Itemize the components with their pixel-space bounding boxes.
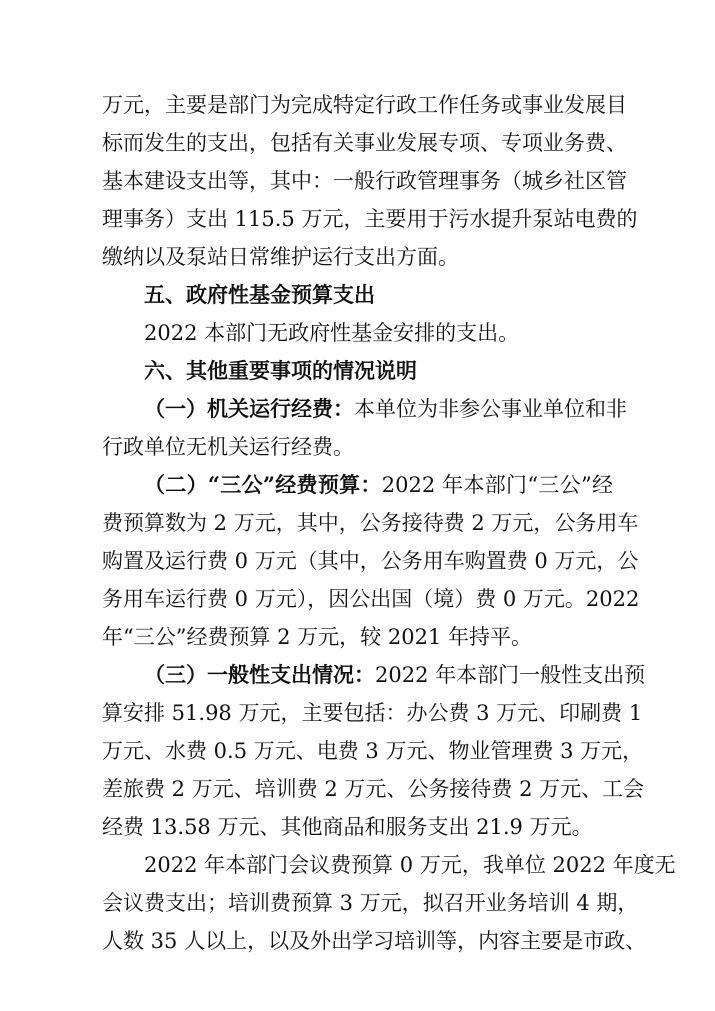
text-line: 会议费支出；培训费预算 3 万元，拟召开业务培训 4 期， <box>102 891 639 915</box>
text-line: 2022 年本部门会议费预算 0 万元，我单位 2022 年度无 <box>144 853 676 877</box>
text-line: 万元，主要是部门为完成特定行政工作任务或事业发展目 <box>102 93 627 117</box>
text-line: 行政单位无机关运行经费。 <box>102 435 354 459</box>
text-line <box>144 465 613 505</box>
text-line: 费预算数为 2 万元，其中，公务接待费 2 万元，公务用车 <box>102 511 639 535</box>
text-line: 标而发生的支出，包括有关事业发展专项、专项业务费、 <box>102 131 627 155</box>
text-span: 2022 年本部门“三公”经 <box>381 473 613 497</box>
text-line: 差旅费 2 万元、培训费 2 万元、公务接待费 2 万元、工会 <box>102 777 645 801</box>
text-line: 经费 13.58 万元、其他商品和服务支出 21.9 万元。 <box>102 815 593 839</box>
text-line: 缴纳以及泵站日常维护运行支出方面。 <box>102 245 459 269</box>
text-line: 人数 35 人以上，以及外出学习培训等，内容主要是市政、 <box>102 929 647 953</box>
section-heading: 六、其他重要事项的情况说明 <box>144 358 417 383</box>
subsection-heading: （三）一般性支出情况： <box>144 662 375 687</box>
text-line <box>144 389 627 429</box>
text-line: 理事务）支出 115.5 万元，主要用于污水提升泵站电费的 <box>102 207 638 231</box>
subsection-heading: （二）“三公”经费预算： <box>144 472 382 497</box>
text-line: 基本建设支出等，其中：一般行政管理事务（城乡社区管 <box>102 169 627 193</box>
subsection-heading: （一）机关运行经费： <box>144 396 354 421</box>
text-line: 2022 本部门无政府性基金安排的支出。 <box>144 321 520 345</box>
text-line: 算安排 51.98 万元，主要包括：办公费 3 万元、印刷费 1 <box>102 701 643 725</box>
text-line: 务用车运行费 0 万元），因公出国（境）费 0 万元。2022 <box>102 587 640 611</box>
text-line: 年“三公”经费预算 2 万元，较 2021 年持平。 <box>102 625 532 649</box>
text-span: 2022 年本部门一般性支出预 <box>375 663 646 687</box>
text-span: 本单位为非参公事业单位和非 <box>354 397 627 421</box>
text-line: 万元、水费 0.5 万元、电费 3 万元、物业管理费 3 万元， <box>102 739 644 763</box>
text-line <box>144 655 646 695</box>
text-line: 购置及运行费 0 万元（其中，公务用车购置费 0 万元，公 <box>102 549 639 573</box>
section-heading: 五、政府性基金预算支出 <box>144 282 375 307</box>
